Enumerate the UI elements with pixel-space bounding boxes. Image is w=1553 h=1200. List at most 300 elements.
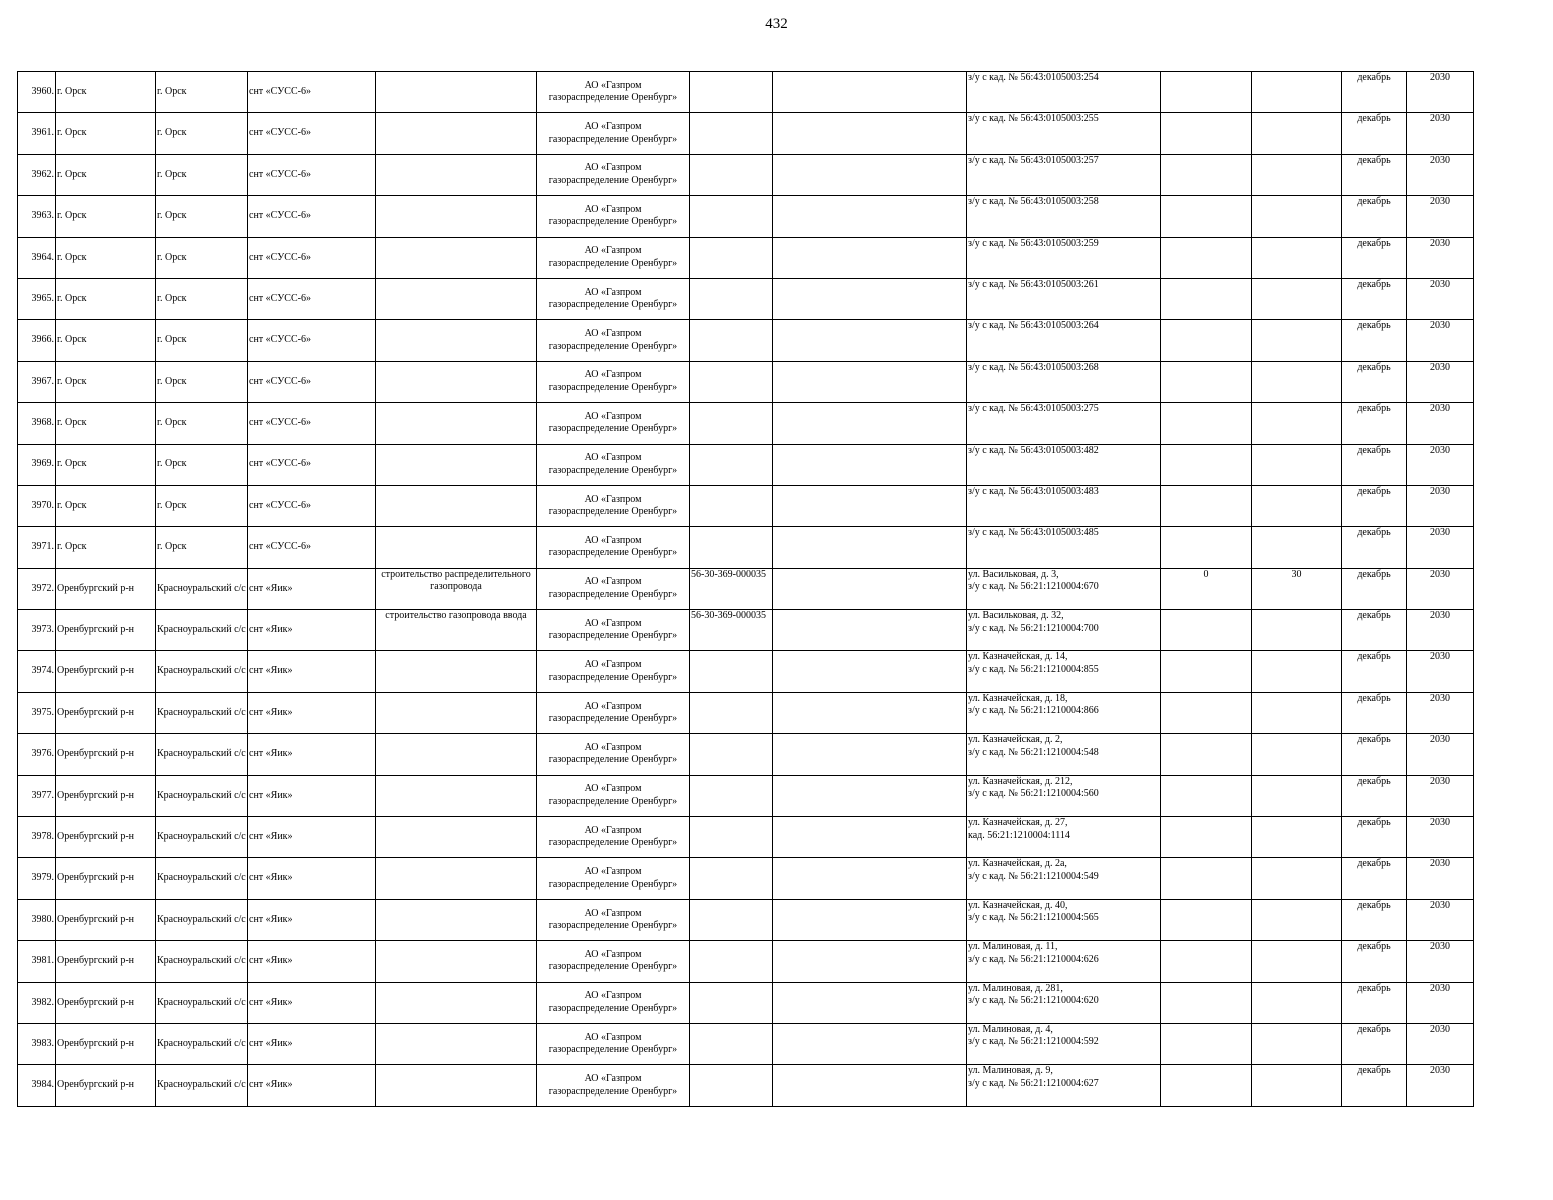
year-cell: 2030 xyxy=(1407,444,1474,485)
month-cell: декабрь xyxy=(1342,485,1407,526)
value-2-cell: 30 xyxy=(1252,568,1342,609)
empty-cell xyxy=(773,1023,967,1064)
organization-line-2: газораспределение Оренбург» xyxy=(548,381,678,393)
address-line-2: з/у с кад. № 56:21:1210004:565 xyxy=(968,912,1099,924)
organization-line-1: АО «Газпром xyxy=(584,452,642,464)
organization-cell xyxy=(537,692,690,733)
code-cell xyxy=(690,444,773,485)
year-cell: 2030 xyxy=(1407,941,1474,982)
address-line-1: ул. Васильковая, д. 32, xyxy=(968,610,1064,622)
organization-cell xyxy=(537,858,690,899)
organization-line-2: газораспределение Оренбург» xyxy=(548,257,678,269)
object-cell: снт «Яик» xyxy=(248,734,376,775)
settlement-cell: Красноуральский с/с xyxy=(156,858,248,899)
organization-line-2: газораспределение Оренбург» xyxy=(548,1044,678,1056)
month-cell: декабрь xyxy=(1342,237,1407,278)
work-type-cell xyxy=(376,941,537,982)
empty-cell xyxy=(773,1065,967,1106)
year-cell: 2030 xyxy=(1407,692,1474,733)
value-2-cell xyxy=(1252,278,1342,319)
row-number: 3977. xyxy=(18,775,56,816)
value-1-cell xyxy=(1161,651,1252,692)
organization-line-1: АО «Газпром xyxy=(584,783,642,795)
work-type-cell xyxy=(376,403,537,444)
table-row xyxy=(18,858,1474,899)
object-cell: снт «Яик» xyxy=(248,651,376,692)
value-1-cell xyxy=(1161,692,1252,733)
address-line-2: з/у с кад. № 56:21:1210004:627 xyxy=(968,1077,1099,1089)
code-cell xyxy=(690,692,773,733)
organization-cell xyxy=(537,403,690,444)
address-cell xyxy=(967,154,1161,195)
district-cell: Оренбургский р-н xyxy=(56,568,156,609)
row-number: 3976. xyxy=(18,734,56,775)
value-2-cell xyxy=(1252,610,1342,651)
organization-line-2: газораспределение Оренбург» xyxy=(548,754,678,766)
row-number: 3970. xyxy=(18,485,56,526)
organization-line-1: АО «Газпром xyxy=(584,948,642,960)
object-cell: снт «Яик» xyxy=(248,775,376,816)
value-1-cell xyxy=(1161,775,1252,816)
address-cell xyxy=(967,982,1161,1023)
year-cell: 2030 xyxy=(1407,858,1474,899)
address-line-1: з/у с кад. № 56:43:0105003:257 xyxy=(968,154,1099,166)
settlement-cell: Красноуральский с/с xyxy=(156,651,248,692)
empty-cell xyxy=(773,982,967,1023)
value-2-cell xyxy=(1252,72,1342,113)
organization-cell xyxy=(537,775,690,816)
address-cell xyxy=(967,899,1161,940)
table-row xyxy=(18,72,1474,113)
table-row xyxy=(18,278,1474,319)
month-cell: декабрь xyxy=(1342,72,1407,113)
work-type-cell xyxy=(376,692,537,733)
row-number: 3972. xyxy=(18,568,56,609)
organization-line-2: газораспределение Оренбург» xyxy=(548,630,678,642)
address-cell xyxy=(967,651,1161,692)
work-type-cell xyxy=(376,278,537,319)
table-row xyxy=(18,196,1474,237)
settlement-cell: Красноуральский с/с xyxy=(156,899,248,940)
settlement-cell: Красноуральский с/с xyxy=(156,982,248,1023)
code-cell xyxy=(690,775,773,816)
address-line-2: з/у с кад. № 56:21:1210004:592 xyxy=(968,1036,1099,1048)
month-cell: декабрь xyxy=(1342,320,1407,361)
address-cell xyxy=(967,817,1161,858)
organization-cell xyxy=(537,982,690,1023)
settlement-cell: Красноуральский с/с xyxy=(156,817,248,858)
address-line-2: з/у с кад. № 56:21:1210004:620 xyxy=(968,995,1099,1007)
settlement-cell: г. Орск xyxy=(156,485,248,526)
year-cell: 2030 xyxy=(1407,1065,1474,1106)
value-1-cell xyxy=(1161,485,1252,526)
empty-cell xyxy=(773,610,967,651)
empty-cell xyxy=(773,734,967,775)
organization-cell xyxy=(537,196,690,237)
address-cell xyxy=(967,858,1161,899)
code-cell xyxy=(690,651,773,692)
value-1-cell xyxy=(1161,527,1252,568)
value-1-cell xyxy=(1161,237,1252,278)
object-cell: снт «Яик» xyxy=(248,1065,376,1106)
value-2-cell xyxy=(1252,361,1342,402)
year-cell: 2030 xyxy=(1407,320,1474,361)
district-cell: Оренбургский р-н xyxy=(56,1065,156,1106)
code-cell xyxy=(690,403,773,444)
value-2-cell xyxy=(1252,899,1342,940)
month-cell: декабрь xyxy=(1342,858,1407,899)
organization-line-2: газораспределение Оренбург» xyxy=(548,506,678,518)
organization-line-2: газораспределение Оренбург» xyxy=(548,920,678,931)
row-number: 3966. xyxy=(18,320,56,361)
month-cell: декабрь xyxy=(1342,1065,1407,1106)
row-number: 3960. xyxy=(18,72,56,113)
organization-line-1: АО «Газпром xyxy=(584,990,642,1002)
empty-cell xyxy=(773,113,967,154)
code-cell xyxy=(690,485,773,526)
district-cell: Оренбургский р-н xyxy=(56,941,156,982)
address-line-1: ул. Казначейская, д. 14, xyxy=(968,651,1068,663)
table-row xyxy=(18,982,1474,1023)
year-cell: 2030 xyxy=(1407,817,1474,858)
value-2-cell xyxy=(1252,196,1342,237)
address-cell xyxy=(967,734,1161,775)
organization-line-1: АО «Газпром xyxy=(584,328,642,340)
organization-line-2: газораспределение Оренбург» xyxy=(548,464,678,476)
month-cell: декабрь xyxy=(1342,651,1407,692)
district-cell: г. Орск xyxy=(56,196,156,237)
year-cell: 2030 xyxy=(1407,237,1474,278)
object-cell: снт «СУСС-6» xyxy=(248,237,376,278)
district-cell: г. Орск xyxy=(56,361,156,402)
value-1-cell xyxy=(1161,734,1252,775)
value-2-cell xyxy=(1252,444,1342,485)
value-1-cell xyxy=(1161,154,1252,195)
table-row xyxy=(18,899,1474,940)
value-1-cell xyxy=(1161,361,1252,402)
empty-cell xyxy=(773,72,967,113)
object-cell: снт «СУСС-6» xyxy=(248,154,376,195)
value-2-cell xyxy=(1252,941,1342,982)
organization-cell xyxy=(537,154,690,195)
empty-cell xyxy=(773,692,967,733)
month-cell: декабрь xyxy=(1342,403,1407,444)
address-line-2: з/у с кад. № 56:21:1210004:855 xyxy=(968,663,1099,675)
row-number: 3979. xyxy=(18,858,56,899)
district-cell: Оренбургский р-н xyxy=(56,734,156,775)
organization-cell xyxy=(537,734,690,775)
organization-cell xyxy=(537,651,690,692)
organization-cell xyxy=(537,941,690,982)
address-line-2: з/у с кад. № 56:21:1210004:560 xyxy=(968,788,1099,800)
code-cell xyxy=(690,237,773,278)
work-type-cell xyxy=(376,196,537,237)
organization-line-1: АО «Газпром xyxy=(584,245,642,257)
organization-line-2: газораспределение Оренбург» xyxy=(548,671,678,683)
work-type-cell: строительство распределительного газопровода xyxy=(376,568,537,609)
month-cell: декабрь xyxy=(1342,113,1407,154)
value-2-cell xyxy=(1252,982,1342,1023)
row-number: 3982. xyxy=(18,982,56,1023)
row-number: 3963. xyxy=(18,196,56,237)
district-cell: г. Орск xyxy=(56,72,156,113)
address-cell xyxy=(967,610,1161,651)
value-2-cell xyxy=(1252,154,1342,195)
object-cell: снт «СУСС-6» xyxy=(248,113,376,154)
empty-cell xyxy=(773,444,967,485)
work-type-cell xyxy=(376,899,537,940)
value-2-cell xyxy=(1252,734,1342,775)
table-row xyxy=(18,444,1474,485)
organization-line-1: АО «Газпром xyxy=(584,369,642,381)
organization-line-1: АО «Газпром xyxy=(584,286,642,298)
year-cell: 2030 xyxy=(1407,1023,1474,1064)
empty-cell xyxy=(773,527,967,568)
row-number: 3968. xyxy=(18,403,56,444)
table-row xyxy=(18,775,1474,816)
object-cell: снт «Яик» xyxy=(248,982,376,1023)
district-cell: г. Орск xyxy=(56,485,156,526)
organization-cell xyxy=(537,320,690,361)
organization-line-2: газораспределение Оренбург» xyxy=(548,1002,678,1014)
month-cell: декабрь xyxy=(1342,568,1407,609)
month-cell: декабрь xyxy=(1342,444,1407,485)
district-cell: г. Орск xyxy=(56,237,156,278)
empty-cell xyxy=(773,403,967,444)
organization-cell xyxy=(537,485,690,526)
value-2-cell xyxy=(1252,651,1342,692)
year-cell: 2030 xyxy=(1407,568,1474,609)
value-2-cell xyxy=(1252,237,1342,278)
settlement-cell: Красноуральский с/с xyxy=(156,1023,248,1064)
table-row xyxy=(18,568,1474,609)
address-line-1: з/у с кад. № 56:43:0105003:483 xyxy=(968,485,1099,497)
organization-line-2: газораспределение Оренбург» xyxy=(548,588,678,600)
organization-cell xyxy=(537,568,690,609)
address-line-1: з/у с кад. № 56:43:0105003:264 xyxy=(968,320,1099,332)
object-cell: снт «Яик» xyxy=(248,858,376,899)
table-row xyxy=(18,651,1474,692)
code-cell: 56-30-369-000035 xyxy=(690,568,773,609)
organization-line-1: АО «Газпром xyxy=(584,1031,642,1043)
district-cell: г. Орск xyxy=(56,403,156,444)
work-type-cell xyxy=(376,485,537,526)
object-cell: снт «Яик» xyxy=(248,1023,376,1064)
code-cell xyxy=(690,982,773,1023)
address-line-2: з/у с кад. № 56:21:1210004:549 xyxy=(968,870,1099,882)
month-cell: декабрь xyxy=(1342,817,1407,858)
code-cell xyxy=(690,72,773,113)
value-1-cell xyxy=(1161,899,1252,940)
organization-line-2: газораспределение Оренбург» xyxy=(548,174,678,186)
row-number: 3978. xyxy=(18,817,56,858)
empty-cell xyxy=(773,775,967,816)
organization-line-2: газораспределение Оренбург» xyxy=(548,1085,678,1097)
address-cell xyxy=(967,320,1161,361)
value-2-cell xyxy=(1252,113,1342,154)
work-type-cell xyxy=(376,527,537,568)
month-cell: декабрь xyxy=(1342,982,1407,1023)
table-row xyxy=(18,692,1474,733)
organization-line-1: АО «Газпром xyxy=(584,659,642,671)
district-cell: г. Орск xyxy=(56,278,156,319)
address-line-2: з/у с кад. № 56:21:1210004:866 xyxy=(968,705,1099,717)
code-cell: 56-30-369-000035 xyxy=(690,610,773,651)
month-cell: декабрь xyxy=(1342,527,1407,568)
address-cell xyxy=(967,941,1161,982)
object-cell: снт «Яик» xyxy=(248,568,376,609)
code-cell xyxy=(690,899,773,940)
organization-line-1: АО «Газпром xyxy=(584,79,642,91)
settlement-cell: г. Орск xyxy=(156,403,248,444)
settlement-cell: г. Орск xyxy=(156,113,248,154)
work-type-cell xyxy=(376,72,537,113)
row-number: 3975. xyxy=(18,692,56,733)
code-cell xyxy=(690,113,773,154)
table-row xyxy=(18,485,1474,526)
month-cell: декабрь xyxy=(1342,361,1407,402)
year-cell: 2030 xyxy=(1407,278,1474,319)
year-cell: 2030 xyxy=(1407,361,1474,402)
address-line-1: з/у с кад. № 56:43:0105003:255 xyxy=(968,113,1099,125)
object-cell: снт «СУСС-6» xyxy=(248,361,376,402)
value-2-cell xyxy=(1252,1023,1342,1064)
organization-line-2: газораспределение Оренбург» xyxy=(548,340,678,352)
address-cell xyxy=(967,196,1161,237)
district-cell: Оренбургский р-н xyxy=(56,858,156,899)
code-cell xyxy=(690,361,773,402)
organization-line-2: газораспределение Оренбург» xyxy=(548,878,678,890)
object-cell: снт «СУСС-6» xyxy=(248,444,376,485)
district-cell: Оренбургский р-н xyxy=(56,817,156,858)
row-number: 3962. xyxy=(18,154,56,195)
organization-cell xyxy=(537,237,690,278)
table-row xyxy=(18,361,1474,402)
work-type-cell xyxy=(376,1023,537,1064)
object-cell: снт «Яик» xyxy=(248,692,376,733)
object-cell: снт «СУСС-6» xyxy=(248,72,376,113)
address-line-1: ул. Казначейская, д. 212, xyxy=(968,775,1073,787)
work-type-cell xyxy=(376,734,537,775)
work-type-cell xyxy=(376,444,537,485)
work-type-cell xyxy=(376,817,537,858)
table-row xyxy=(18,403,1474,444)
value-1-cell: 0 xyxy=(1161,568,1252,609)
organization-line-2: газораспределение Оренбург» xyxy=(548,837,678,849)
row-number: 3974. xyxy=(18,651,56,692)
value-1-cell xyxy=(1161,1065,1252,1106)
settlement-cell: г. Орск xyxy=(156,196,248,237)
object-cell: снт «Яик» xyxy=(248,817,376,858)
year-cell: 2030 xyxy=(1407,196,1474,237)
work-type-cell xyxy=(376,361,537,402)
registry-table xyxy=(17,71,1474,1107)
organization-line-2: газораспределение Оренбург» xyxy=(548,795,678,807)
value-1-cell xyxy=(1161,403,1252,444)
address-line-1: ул. Малиновая, д. 11, xyxy=(968,941,1058,953)
settlement-cell: г. Орск xyxy=(156,237,248,278)
organization-cell xyxy=(537,444,690,485)
table-row xyxy=(18,113,1474,154)
year-cell: 2030 xyxy=(1407,899,1474,940)
row-number: 3967. xyxy=(18,361,56,402)
organization-line-2: газораспределение Оренбург» xyxy=(548,92,678,104)
empty-cell xyxy=(773,237,967,278)
organization-cell xyxy=(537,610,690,651)
table-row xyxy=(18,237,1474,278)
object-cell: снт «СУСС-6» xyxy=(248,485,376,526)
value-1-cell xyxy=(1161,858,1252,899)
empty-cell xyxy=(773,278,967,319)
month-cell: декабрь xyxy=(1342,196,1407,237)
address-line-1: з/у с кад. № 56:43:0105003:254 xyxy=(968,72,1099,83)
district-cell: Оренбургский р-н xyxy=(56,775,156,816)
value-1-cell xyxy=(1161,1023,1252,1064)
object-cell: снт «СУСС-6» xyxy=(248,196,376,237)
settlement-cell: г. Орск xyxy=(156,527,248,568)
month-cell: декабрь xyxy=(1342,941,1407,982)
value-1-cell xyxy=(1161,982,1252,1023)
address-line-1: з/у с кад. № 56:43:0105003:259 xyxy=(968,237,1099,249)
address-line-2: з/у с кад. № 56:21:1210004:670 xyxy=(968,581,1099,593)
settlement-cell: Красноуральский с/с xyxy=(156,692,248,733)
district-cell: Оренбургский р-н xyxy=(56,982,156,1023)
organization-line-1: АО «Газпром xyxy=(584,203,642,215)
organization-line-2: газораспределение Оренбург» xyxy=(548,547,678,559)
code-cell xyxy=(690,941,773,982)
work-type-cell xyxy=(376,237,537,278)
year-cell: 2030 xyxy=(1407,982,1474,1023)
object-cell: снт «СУСС-6» xyxy=(248,278,376,319)
address-cell xyxy=(967,1065,1161,1106)
row-number: 3980. xyxy=(18,899,56,940)
organization-line-1: АО «Газпром xyxy=(584,410,642,422)
organization-line-1: АО «Газпром xyxy=(584,1073,642,1085)
year-cell: 2030 xyxy=(1407,113,1474,154)
year-cell: 2030 xyxy=(1407,610,1474,651)
address-line-1: ул. Казначейская, д. 2, xyxy=(968,734,1063,746)
object-cell: снт «Яик» xyxy=(248,899,376,940)
table-body xyxy=(18,72,1474,1107)
organization-line-2: газораспределение Оренбург» xyxy=(548,423,678,435)
organization-line-1: АО «Газпром xyxy=(584,493,642,505)
work-type-cell xyxy=(376,651,537,692)
value-2-cell xyxy=(1252,527,1342,568)
address-line-1: ул. Казначейская, д. 40, xyxy=(968,899,1068,911)
empty-cell xyxy=(773,196,967,237)
organization-cell xyxy=(537,72,690,113)
settlement-cell: г. Орск xyxy=(156,361,248,402)
district-cell: Оренбургский р-н xyxy=(56,651,156,692)
organization-line-1: АО «Газпром xyxy=(584,866,642,878)
month-cell: декабрь xyxy=(1342,775,1407,816)
value-2-cell xyxy=(1252,403,1342,444)
work-type-cell xyxy=(376,775,537,816)
empty-cell xyxy=(773,817,967,858)
value-1-cell xyxy=(1161,320,1252,361)
work-type-cell xyxy=(376,982,537,1023)
address-line-2: з/у с кад. № 56:21:1210004:626 xyxy=(968,953,1099,965)
month-cell: декабрь xyxy=(1342,610,1407,651)
organization-cell xyxy=(537,899,690,940)
settlement-cell: Красноуральский с/с xyxy=(156,734,248,775)
year-cell: 2030 xyxy=(1407,651,1474,692)
organization-line-1: АО «Газпром xyxy=(584,907,642,919)
address-cell xyxy=(967,113,1161,154)
empty-cell xyxy=(773,361,967,402)
district-cell: г. Орск xyxy=(56,444,156,485)
month-cell: декабрь xyxy=(1342,899,1407,940)
